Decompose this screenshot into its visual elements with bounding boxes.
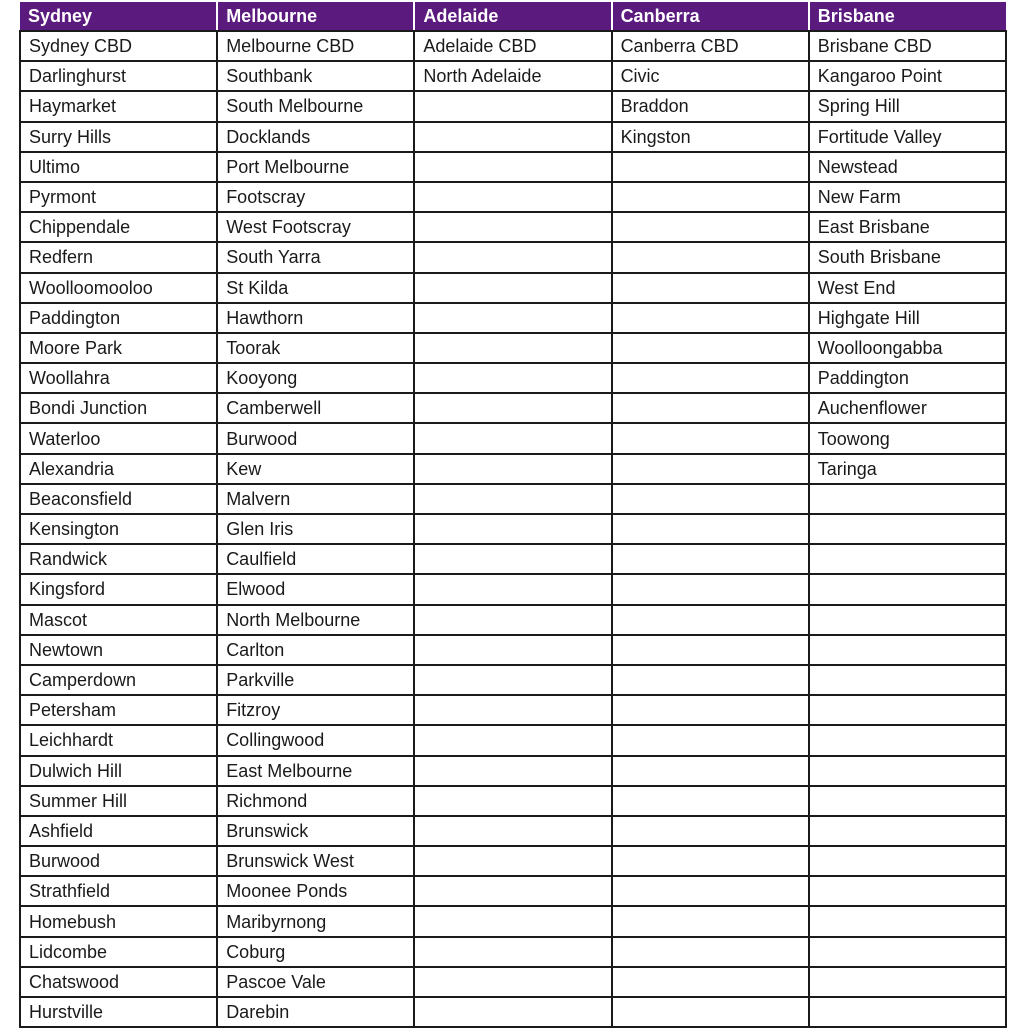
- table-cell-canberra: [612, 876, 809, 906]
- suburbs-sheet: [19, 2, 1005, 1028]
- table-row: [20, 937, 1006, 967]
- table-cell-brisbane: West End: [809, 273, 1006, 303]
- table-row: [20, 605, 1006, 635]
- table-row: [20, 363, 1006, 393]
- table-cell-melbourne: Caulfield: [217, 544, 414, 574]
- table-cell-adelaide: [414, 967, 611, 997]
- table-cell-canberra: [612, 423, 809, 453]
- table-cell-brisbane: New Farm: [809, 182, 1006, 212]
- table-cell-melbourne: Melbourne CBD: [217, 31, 414, 61]
- table-cell-sydney: Chippendale: [20, 212, 217, 242]
- table-cell-brisbane: South Brisbane: [809, 242, 1006, 272]
- table-cell-brisbane: Paddington: [809, 363, 1006, 393]
- table-cell-canberra: [612, 997, 809, 1027]
- table-cell-adelaide: [414, 182, 611, 212]
- table-cell-melbourne: Coburg: [217, 937, 414, 967]
- table-cell-adelaide: [414, 816, 611, 846]
- table-cell-sydney: Strathfield: [20, 876, 217, 906]
- suburbs-table: [19, 2, 1007, 1028]
- table-cell-melbourne: Glen Iris: [217, 514, 414, 544]
- table-cell-melbourne: Brunswick: [217, 816, 414, 846]
- column-header-sydney: Sydney: [20, 2, 217, 31]
- table-cell-melbourne: Southbank: [217, 61, 414, 91]
- table-cell-adelaide: [414, 906, 611, 936]
- table-cell-canberra: [612, 605, 809, 635]
- table-cell-adelaide: [414, 635, 611, 665]
- table-cell-sydney: Woollahra: [20, 363, 217, 393]
- table-cell-canberra: [612, 665, 809, 695]
- table-row: [20, 816, 1006, 846]
- table-cell-adelaide: [414, 242, 611, 272]
- table-cell-brisbane: East Brisbane: [809, 212, 1006, 242]
- table-cell-adelaide: [414, 846, 611, 876]
- table-cell-brisbane: [809, 786, 1006, 816]
- table-cell-adelaide: [414, 423, 611, 453]
- table-cell-brisbane: [809, 937, 1006, 967]
- table-cell-canberra: [612, 635, 809, 665]
- table-row: [20, 454, 1006, 484]
- table-cell-adelaide: [414, 393, 611, 423]
- table-cell-sydney: Waterloo: [20, 423, 217, 453]
- table-cell-adelaide: [414, 605, 611, 635]
- table-cell-canberra: Kingston: [612, 122, 809, 152]
- table-cell-adelaide: [414, 725, 611, 755]
- table-cell-melbourne: Kew: [217, 454, 414, 484]
- table-cell-brisbane: [809, 574, 1006, 604]
- table-cell-brisbane: Kangaroo Point: [809, 61, 1006, 91]
- table-cell-adelaide: [414, 937, 611, 967]
- table-cell-brisbane: [809, 484, 1006, 514]
- table-cell-sydney: Lidcombe: [20, 937, 217, 967]
- table-cell-brisbane: [809, 906, 1006, 936]
- table-cell-brisbane: Auchenflower: [809, 393, 1006, 423]
- table-cell-sydney: Surry Hills: [20, 122, 217, 152]
- table-row: [20, 393, 1006, 423]
- table-row: [20, 574, 1006, 604]
- table-cell-melbourne: Brunswick West: [217, 846, 414, 876]
- table-cell-melbourne: South Yarra: [217, 242, 414, 272]
- table-cell-melbourne: North Melbourne: [217, 605, 414, 635]
- table-cell-melbourne: Parkville: [217, 665, 414, 695]
- table-cell-brisbane: Newstead: [809, 152, 1006, 182]
- table-cell-canberra: Braddon: [612, 91, 809, 121]
- table-cell-adelaide: [414, 91, 611, 121]
- table-cell-sydney: Sydney CBD: [20, 31, 217, 61]
- table-cell-sydney: Paddington: [20, 303, 217, 333]
- table-row: [20, 212, 1006, 242]
- table-cell-melbourne: Collingwood: [217, 725, 414, 755]
- table-cell-brisbane: Toowong: [809, 423, 1006, 453]
- table-cell-sydney: Moore Park: [20, 333, 217, 363]
- table-cell-melbourne: Toorak: [217, 333, 414, 363]
- column-header-adelaide: Adelaide: [414, 2, 611, 31]
- table-cell-melbourne: Malvern: [217, 484, 414, 514]
- table-row: [20, 242, 1006, 272]
- table-cell-melbourne: Elwood: [217, 574, 414, 604]
- table-row: [20, 61, 1006, 91]
- table-cell-brisbane: [809, 846, 1006, 876]
- table-cell-adelaide: [414, 786, 611, 816]
- table-cell-brisbane: [809, 816, 1006, 846]
- table-cell-canberra: [612, 212, 809, 242]
- table-cell-brisbane: [809, 756, 1006, 786]
- table-cell-sydney: Summer Hill: [20, 786, 217, 816]
- table-row: [20, 725, 1006, 755]
- table-cell-sydney: Camperdown: [20, 665, 217, 695]
- table-cell-adelaide: [414, 876, 611, 906]
- table-cell-brisbane: [809, 665, 1006, 695]
- table-cell-brisbane: [809, 635, 1006, 665]
- table-cell-brisbane: Spring Hill: [809, 91, 1006, 121]
- table-cell-brisbane: Taringa: [809, 454, 1006, 484]
- table-cell-adelaide: [414, 997, 611, 1027]
- table-row: [20, 31, 1006, 61]
- table-cell-canberra: [612, 333, 809, 363]
- table-cell-adelaide: [414, 544, 611, 574]
- table-cell-melbourne: Burwood: [217, 423, 414, 453]
- table-cell-adelaide: [414, 514, 611, 544]
- column-header-melbourne: Melbourne: [217, 2, 414, 31]
- table-cell-brisbane: [809, 725, 1006, 755]
- table-row: [20, 423, 1006, 453]
- table-cell-melbourne: Maribyrnong: [217, 906, 414, 936]
- table-cell-canberra: [612, 484, 809, 514]
- table-row: [20, 846, 1006, 876]
- table-row: [20, 484, 1006, 514]
- table-row: [20, 544, 1006, 574]
- table-cell-brisbane: Brisbane CBD: [809, 31, 1006, 61]
- table-cell-melbourne: West Footscray: [217, 212, 414, 242]
- table-row: [20, 665, 1006, 695]
- table-cell-adelaide: [414, 152, 611, 182]
- table-cell-brisbane: Fortitude Valley: [809, 122, 1006, 152]
- table-cell-adelaide: Adelaide CBD: [414, 31, 611, 61]
- table-cell-sydney: Kingsford: [20, 574, 217, 604]
- table-row: [20, 967, 1006, 997]
- table-cell-adelaide: [414, 333, 611, 363]
- table-cell-sydney: Darlinghurst: [20, 61, 217, 91]
- table-cell-sydney: Bondi Junction: [20, 393, 217, 423]
- header-row: [20, 2, 1006, 31]
- table-cell-sydney: Mascot: [20, 605, 217, 635]
- table-cell-melbourne: Richmond: [217, 786, 414, 816]
- table-cell-adelaide: [414, 122, 611, 152]
- table-row: [20, 182, 1006, 212]
- table-body: [20, 31, 1006, 1027]
- table-row: [20, 876, 1006, 906]
- table-cell-melbourne: Pascoe Vale: [217, 967, 414, 997]
- table-cell-sydney: Hurstville: [20, 997, 217, 1027]
- table-cell-canberra: [612, 454, 809, 484]
- table-cell-melbourne: Darebin: [217, 997, 414, 1027]
- table-cell-canberra: [612, 967, 809, 997]
- table-cell-adelaide: [414, 756, 611, 786]
- table-cell-sydney: Pyrmont: [20, 182, 217, 212]
- table-cell-adelaide: [414, 212, 611, 242]
- table-cell-canberra: [612, 393, 809, 423]
- table-cell-melbourne: Hawthorn: [217, 303, 414, 333]
- table-cell-canberra: [612, 273, 809, 303]
- table-row: [20, 303, 1006, 333]
- table-cell-canberra: [612, 363, 809, 393]
- table-cell-adelaide: [414, 273, 611, 303]
- table-cell-melbourne: Camberwell: [217, 393, 414, 423]
- table-row: [20, 91, 1006, 121]
- table-cell-adelaide: [414, 484, 611, 514]
- table-cell-adelaide: [414, 363, 611, 393]
- table-cell-canberra: [612, 906, 809, 936]
- table-cell-sydney: Newtown: [20, 635, 217, 665]
- table-cell-melbourne: Docklands: [217, 122, 414, 152]
- table-row: [20, 635, 1006, 665]
- table-cell-melbourne: Footscray: [217, 182, 414, 212]
- table-cell-adelaide: North Adelaide: [414, 61, 611, 91]
- table-row: [20, 695, 1006, 725]
- table-cell-brisbane: [809, 514, 1006, 544]
- table-cell-sydney: Leichhardt: [20, 725, 217, 755]
- column-header-canberra: Canberra: [612, 2, 809, 31]
- table-cell-sydney: Randwick: [20, 544, 217, 574]
- table-cell-brisbane: [809, 605, 1006, 635]
- table-cell-canberra: [612, 303, 809, 333]
- table-cell-melbourne: Carlton: [217, 635, 414, 665]
- table-cell-sydney: Dulwich Hill: [20, 756, 217, 786]
- table-cell-canberra: Civic: [612, 61, 809, 91]
- table-row: [20, 273, 1006, 303]
- table-row: [20, 152, 1006, 182]
- table-cell-canberra: [612, 846, 809, 876]
- table-cell-brisbane: [809, 967, 1006, 997]
- table-cell-melbourne: Moonee Ponds: [217, 876, 414, 906]
- table-cell-sydney: Woolloomooloo: [20, 273, 217, 303]
- table-row: [20, 514, 1006, 544]
- table-cell-brisbane: [809, 997, 1006, 1027]
- table-cell-brisbane: [809, 876, 1006, 906]
- table-cell-melbourne: Kooyong: [217, 363, 414, 393]
- table-cell-sydney: Homebush: [20, 906, 217, 936]
- column-header-brisbane: Brisbane: [809, 2, 1006, 31]
- table-row: [20, 906, 1006, 936]
- table-cell-canberra: [612, 695, 809, 725]
- table-row: [20, 997, 1006, 1027]
- table-cell-adelaide: [414, 574, 611, 604]
- table-header: [20, 2, 1006, 31]
- table-row: [20, 333, 1006, 363]
- table-cell-sydney: Alexandria: [20, 454, 217, 484]
- table-cell-sydney: Haymarket: [20, 91, 217, 121]
- table-cell-adelaide: [414, 454, 611, 484]
- table-cell-melbourne: Port Melbourne: [217, 152, 414, 182]
- table-row: [20, 756, 1006, 786]
- table-row: [20, 786, 1006, 816]
- table-cell-canberra: [612, 937, 809, 967]
- table-cell-adelaide: [414, 695, 611, 725]
- table-cell-brisbane: [809, 695, 1006, 725]
- table-cell-sydney: Kensington: [20, 514, 217, 544]
- table-cell-sydney: Beaconsfield: [20, 484, 217, 514]
- table-cell-sydney: Ashfield: [20, 816, 217, 846]
- table-cell-canberra: [612, 152, 809, 182]
- table-cell-sydney: Redfern: [20, 242, 217, 272]
- table-cell-adelaide: [414, 303, 611, 333]
- table-cell-canberra: [612, 242, 809, 272]
- table-cell-canberra: [612, 514, 809, 544]
- table-cell-adelaide: [414, 665, 611, 695]
- table-cell-melbourne: South Melbourne: [217, 91, 414, 121]
- table-row: [20, 122, 1006, 152]
- table-cell-canberra: [612, 725, 809, 755]
- table-cell-brisbane: [809, 544, 1006, 574]
- table-cell-sydney: Burwood: [20, 846, 217, 876]
- table-cell-canberra: [612, 544, 809, 574]
- table-cell-canberra: [612, 816, 809, 846]
- table-cell-canberra: [612, 756, 809, 786]
- table-cell-sydney: Ultimo: [20, 152, 217, 182]
- table-cell-brisbane: Highgate Hill: [809, 303, 1006, 333]
- table-cell-canberra: Canberra CBD: [612, 31, 809, 61]
- table-cell-melbourne: Fitzroy: [217, 695, 414, 725]
- table-cell-brisbane: Woolloongabba: [809, 333, 1006, 363]
- table-cell-sydney: Petersham: [20, 695, 217, 725]
- table-cell-melbourne: St Kilda: [217, 273, 414, 303]
- table-cell-canberra: [612, 786, 809, 816]
- table-cell-canberra: [612, 574, 809, 604]
- table-cell-melbourne: East Melbourne: [217, 756, 414, 786]
- table-cell-sydney: Chatswood: [20, 967, 217, 997]
- table-cell-canberra: [612, 182, 809, 212]
